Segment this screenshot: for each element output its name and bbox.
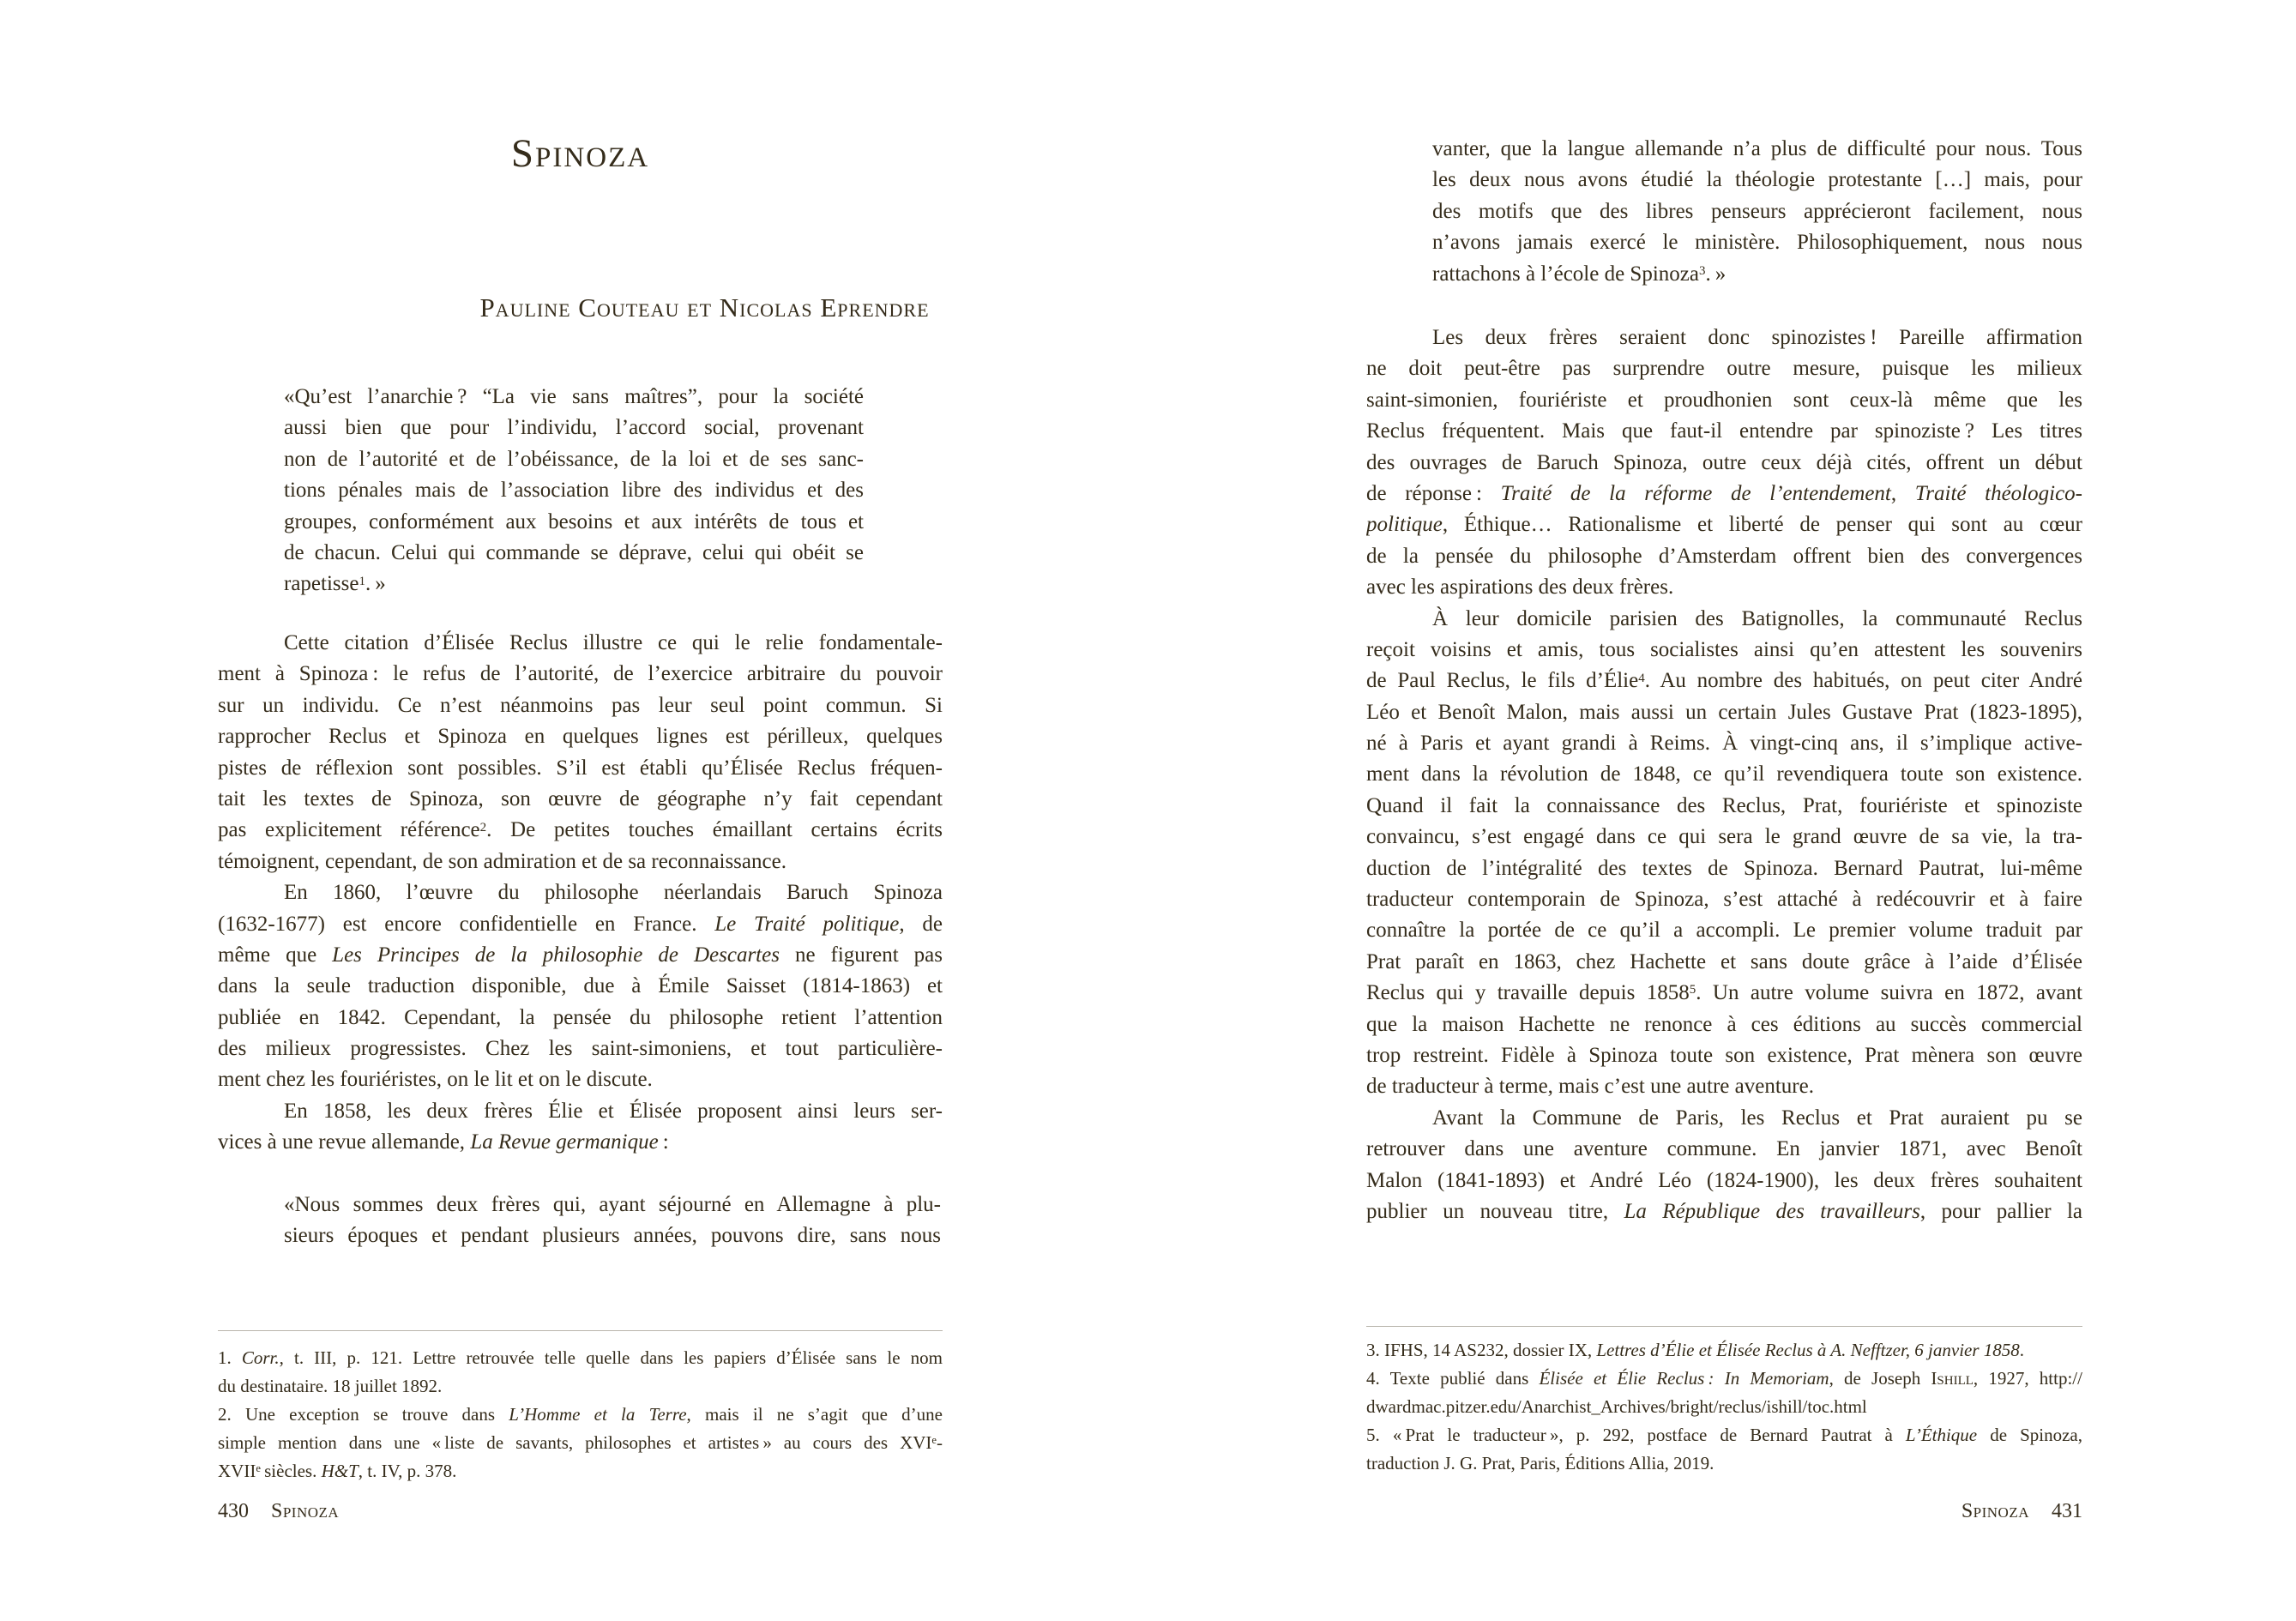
text-line: vanter, que la langue allemande n’a plus de difficulté pour nous. Tous	[1432, 137, 2082, 160]
text-line: que la maison Hachette ne renonce à ces éditions au succès commercial	[1366, 1012, 2082, 1036]
text-line: groupes, conformément aux besoins et aux intérêts de tous et	[284, 509, 864, 533]
text-line: les deux nous avons étudié la théologie protestante […] mais, pour	[1432, 168, 2082, 192]
paragraph	[1366, 1103, 2082, 1228]
text-line: tait les textes de Spinoza, son œuvre de géographe n’y fait cependant	[218, 786, 943, 810]
paragraph	[218, 1096, 943, 1159]
text-line: témoignent, cependant, de son admiration et de sa reconnaissance.	[218, 849, 786, 873]
text-line: duction de l’intégralité des textes de Spinoza. Bernard Pautrat, lui-même	[1366, 856, 2082, 880]
text-line: publier un nouveau titre, La République des travailleurs, pour pallier la	[1366, 1199, 2082, 1223]
text-line: Quand il fait la connaissance des Reclus, Prat, fouriériste et spinoziste	[1366, 793, 2082, 817]
text-line: Avant la Commune de Paris, les Reclus et Prat auraient pu se	[1432, 1106, 2082, 1130]
running-title: Spinoza	[1961, 1500, 2029, 1522]
chapter-authors: Pauline Couteau et Nicolas Eprendre	[479, 292, 930, 322]
left-footnotes	[218, 1344, 943, 1485]
text-line: (1632-1677) est encore confidentielle en France. Le Traité politique, de	[218, 912, 943, 936]
text-line: 2. Une exception se trouve dans L’Homme et la Terre, mais il ne s’agit que d’une	[218, 1404, 943, 1425]
text-line: publiée en 1842. Cependant, la pensée du philosophe retient l’attention	[218, 1005, 943, 1029]
text-line: vices à une revue allemande, La Revue germanique :	[218, 1130, 669, 1154]
text-line: même que Les Principes de la philosophie de Descartes ne figurent pas	[218, 943, 943, 967]
right-footnotes	[1366, 1336, 2082, 1478]
text-line: pistes de réflexion sont possibles. S’il est établi qu’Élisée Reclus fréquen-	[218, 756, 943, 780]
text-line: 3. IFHS, 14 AS232, dossier IX, Lettres d’Élie et Élisée Reclus à A. Nefftzer, 6 janvier 1858.	[1366, 1340, 2025, 1360]
text-line: aussi bien que pour l’individu, l’accord social, provenant	[284, 416, 864, 440]
text-line: «Nous sommes deux frères qui, ayant séjourné en Allemagne à plu-	[284, 1193, 941, 1216]
text-line: Léo et Benoît Malon, mais aussi un certain Jules Gustave Prat (1823-1895),	[1366, 700, 2082, 724]
paragraph	[218, 628, 943, 877]
right-body-text	[1366, 322, 2082, 1227]
text-line: du destinataire. 18 juillet 1892.	[218, 1376, 443, 1396]
text-line: de réponse : Traité de la réforme de l’entendement, Traité théologico-	[1366, 481, 2082, 505]
text-line: Prat paraît en 1863, chez Hachette et sans doute grâce à l’aide d’Élisée	[1366, 949, 2082, 973]
footnote-rule	[1366, 1326, 2082, 1327]
left-page-footer	[218, 1501, 943, 1522]
text-line: Cette citation d’Élisée Reclus illustre ce qui le relie fondamentale-	[284, 631, 943, 654]
block-quote-continuation	[1432, 134, 2082, 290]
running-title: Spinoza	[271, 1500, 340, 1522]
text-line: avec les aspirations des deux frères.	[1366, 575, 1674, 600]
text-line: rattachons à l’école de Spinoza$^3$. »	[1432, 262, 1727, 286]
text-line: de chacun. Celui qui commande se déprave, celui qui obéit se	[284, 540, 864, 564]
text-line: connaître la portée de ce qu’il a accompli. Le premier volume traduit par	[1366, 919, 2082, 943]
text-line: saint-simonien, fouriériste et proudhonien sont ceux-là même que les	[1366, 388, 2082, 412]
text-line: né à Paris et ayant grandi à Reims. À vingt-cinq ans, il s’implique active-	[1366, 732, 2082, 756]
text-line: rapetisse$^1$. »	[284, 572, 386, 596]
paragraph	[218, 877, 943, 1096]
text-line: Malon (1841-1893) et André Léo (1824-1900), les deux frères souhaitent	[1366, 1168, 2082, 1192]
text-line: simple mention dans une « liste de savants, philosophes et artistes » au cours des XVIe-	[218, 1432, 943, 1453]
text-line: trop restreint. Fidèle à Spinoza toute son existence, Prat mènera son œuvre	[1366, 1043, 2082, 1067]
footnote-rule	[218, 1330, 943, 1331]
block-quote-anarchie	[284, 382, 864, 600]
text-line: Reclus fréquentent. Mais que faut-il entendre par spinoziste ? Les titres	[1366, 419, 2082, 443]
text-line: Reclus qui y travaille depuis 1858$^5$. Un autre volume suivra en 1872, avant	[1366, 981, 2082, 1005]
page-number: 430	[218, 1500, 249, 1522]
text-line: pas explicitement référence$^2$. De petites touches émaillant certains écrits	[218, 818, 943, 842]
text-line: En 1860, l’œuvre du philosophe néerlandais Baruch Spinoza	[284, 881, 943, 905]
text-line: ment chez les fouriéristes, on le lit et on le discute.	[218, 1068, 653, 1092]
text-line: XVIIe siècles. H&T, t. IV, p. 378.	[218, 1461, 457, 1481]
text-line: politique, Éthique… Rationalisme et liberté de penser qui sont au cœur	[1366, 513, 2082, 537]
text-line: «Qu’est l’anarchie ? “La vie sans maîtres”, pour la société	[284, 385, 864, 408]
text-line: tions pénales mais de l’association libre des individus et des	[284, 479, 864, 503]
text-line: ment à Spinoza : le refus de l’autorité, de l’exercice arbitraire du pouvoir	[218, 662, 943, 686]
text-line: ment dans la révolution de 1848, ce qu’il revendiquera toute son existence.	[1366, 762, 2082, 786]
chapter-title: Spinoza	[510, 131, 650, 176]
text-line: reçoit voisins et amis, tous socialistes ainsi qu’en attestent les souvenirs	[1366, 637, 2082, 661]
text-line: de Paul Reclus, le fils d’Élie$^4$. Au nombre des habitués, on peut citer André	[1366, 669, 2082, 693]
text-line: de traducteur à terme, mais c’est une autre aventure.	[1366, 1075, 1814, 1099]
text-line: traducteur contemporain de Spinoza, s’est attaché à redécouvrir et à faire	[1366, 888, 2082, 912]
text-line: sieurs époques et pendant plusieurs années, pouvons dire, sans nous	[284, 1224, 941, 1248]
text-line: convaincu, s’est engagé dans ce qui sera le grand œuvre de sa vie, la tra-	[1366, 825, 2082, 849]
text-line: dans la seule traduction disponible, due à Émile Saisset (1814-1863) et	[218, 974, 943, 998]
block-quote-deux-freres	[284, 1190, 941, 1252]
text-line: 1. Corr., t. III, p. 121. Lettre retrouvée telle quelle dans les papiers d’Élisée sans le nom	[218, 1347, 943, 1368]
text-line: dwardmac.pitzer.edu/Anarchist_Archives/bright/reclus/ishill/toc.html	[1366, 1396, 1867, 1417]
text-line: des ouvrages de Baruch Spinoza, outre ceux déjà cités, offrent un début	[1366, 450, 2082, 474]
right-page-footer	[1366, 1501, 2082, 1522]
text-line: non de l’autorité et de l’obéissance, de la loi et de ses sanc-	[284, 447, 864, 471]
text-line: de la pensée du philosophe d’Amsterdam offrent bien des convergences	[1366, 544, 2082, 568]
left-body-text	[218, 628, 943, 1159]
text-line: sur un individu. Ce n’est néanmoins pas leur seul point commun. Si	[218, 693, 943, 717]
text-line: rapprocher Reclus et Spinoza en quelques lignes est périlleux, quelques	[218, 725, 943, 749]
text-line: 4. Texte publié dans Élisée et Élie Reclus : In Memoriam, de Joseph Ishill, 1927, http://	[1366, 1368, 2082, 1389]
text-line: n’avons jamais exercé le ministère. Philosophiquement, nous nous	[1432, 231, 2082, 255]
text-line: À leur domicile parisien des Batignolles, la communauté Reclus	[1432, 606, 2082, 630]
text-line: des milieux progressistes. Chez les saint-simoniens, et tout particulière-	[218, 1037, 943, 1061]
text-line: des motifs que des libres penseurs apprécieront facilement, nous	[1432, 199, 2082, 223]
text-line: retrouver dans une aventure commune. En janvier 1871, avec Benoît	[1366, 1137, 2082, 1161]
text-line: En 1858, les deux frères Élie et Élisée proposent ainsi leurs ser-	[284, 1099, 943, 1123]
text-line: 5. « Prat le traducteur », p. 292, postface de Bernard Pautrat à L’Éthique de Spinoza,	[1366, 1425, 2082, 1445]
text-line: ne doit peut-être pas surprendre outre mesure, puisque les milieux	[1366, 357, 2082, 381]
text-line: Les deux frères seraient donc spinozistes ! Pareille affirmation	[1432, 326, 2082, 349]
paragraph	[1366, 604, 2082, 1103]
page-number: 431	[2052, 1500, 2082, 1522]
text-line: traduction J. G. Prat, Paris, Éditions Allia, 2019.	[1366, 1453, 1714, 1473]
paragraph	[1366, 322, 2082, 604]
